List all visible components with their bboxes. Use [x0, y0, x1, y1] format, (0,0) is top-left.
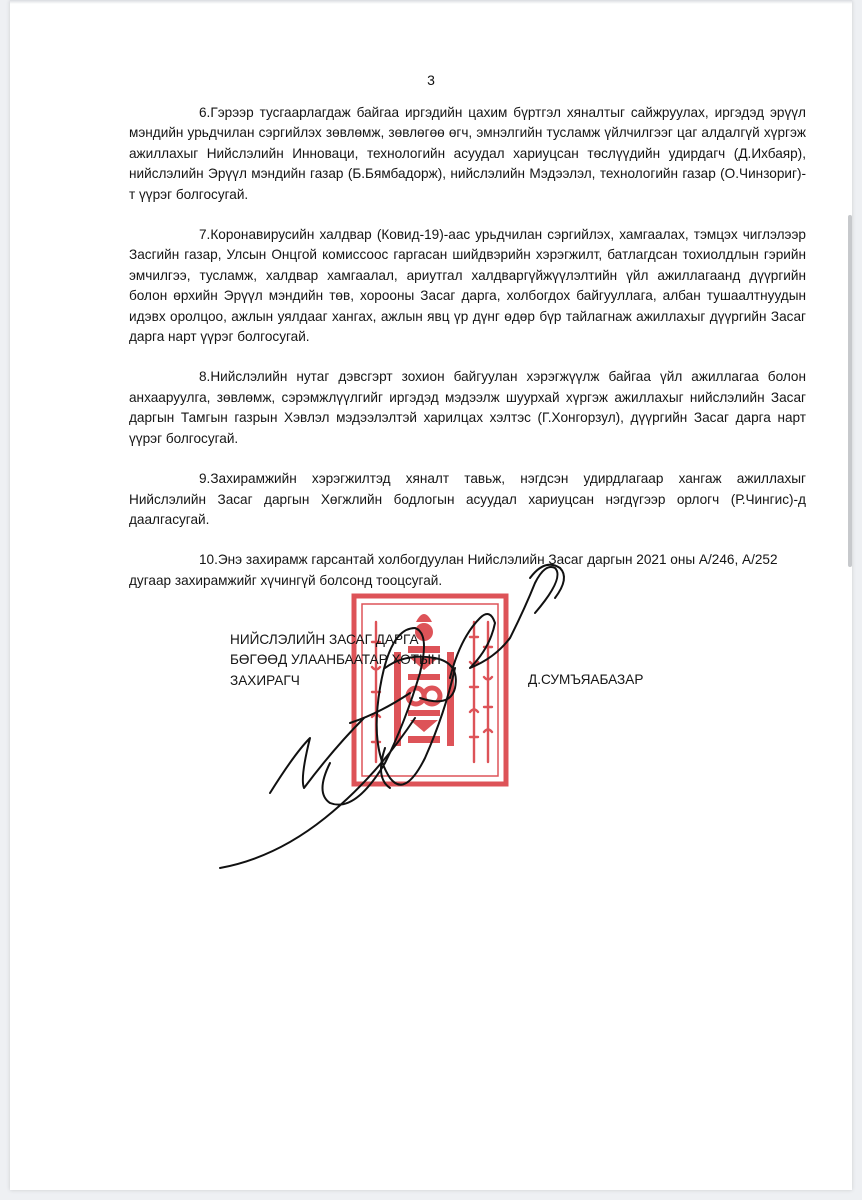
signatory-title-line-3: ЗАХИРАГЧ — [230, 672, 300, 688]
signatory-title-line-1: НИЙСЛЭЛИЙН ЗАСАГ ДАРГА — [230, 632, 419, 647]
page-number: 3 — [427, 72, 435, 88]
document-body — [129, 103, 806, 611]
scrollbar-thumb[interactable] — [848, 215, 852, 567]
paragraph-8: 8.Нийслэлийн нутаг дэвсгэрт зохион байгуулан хэрэгжүүлж байгаа үйл ажиллагаа болон анхааруулга, зөвлөмж, сэрэмжлүүлгийг иргэдэд мэдээлж шуурхай хүргэж ажиллахыг нийслэлийн Засаг даргын Тамгын газрын Хэвлэл мэдээлэлтэй харилцах хэлтэс (Г.Хонгорзул), дүүргийн Засаг дарга нарт үүрэг болгосугай. — [129, 369, 806, 446]
paragraph-7: 7.Коронавирусийн халдвар (Ковид-19)-аас урьдчилан сэргийлэх, хамгаалах, тэмцэх чиглэлээр Засгийн газар, Улсын Онцгой комиссоос гаргасан шийдвэрийн хэрэгжилт, батлагдсан тохиолдлын гэрийн эмчилгээ, тусламж, халдвар хамгаалал, ариутгал халдваргүйжүүлэлтийн үйл ажиллагаанд дүүргийн болон өрхийн Эрүүл мэндийн төв, хорооны Засаг дарга, холбогдох байгууллага, албан тушаалтнуудын идэвх оролцоо, ажлын уялдааг хангах, ажлын явц үр дүнг өдөр бүр тайлагнаж ажиллахыг дүүргийн Засаг дарга нарт үүрэг болгосугай. — [129, 227, 806, 345]
handwritten-signature — [200, 548, 600, 878]
document-page — [10, 0, 852, 1190]
page-top-edge — [10, 0, 852, 4]
signatory-title-line-2: БӨГӨӨД УЛААНБААТАР ХОТЫН — [230, 652, 441, 668]
signatory-name: Д.СУМЪЯАБАЗАР — [528, 672, 644, 687]
paragraph-10: 10.Энэ захирамж гарсантай холбогдуулан Нийслэлийн Засаг даргын 2021 оны А/246, А/252 дугаар захирамжийг хүчингүй болсонд тооцсугай. — [129, 552, 778, 588]
paragraph-6: 6.Гэрээр тусгаарлагдаж байгаа иргэдийн цахим бүртгэл хяналтыг сайжруулах, иргэдэд эрүүл мэндийн урьдчилан сэргийлэх зөвлөмж, зөвлөгөө өгч, эмнэлгийн тусламж үйлчилгээг цаг алдалгүй хүргэж ажиллахыг Нийслэлийн Инноваци, технологийн асуудал хариуцсан төслүүдийн удирдагч (Д.Ихбаяр), нийслэлийн Эрүүл мэндийн газар (Б.Бямбадорж), нийслэлийн Мэдээлэл, технологийн газар (О.Чинзориг)-т үүрэг болгосугай. — [129, 105, 806, 202]
paragraph-9: 9.Захирамжийн хэрэгжилтэд хяналт тавьж, нэгдсэн удирдлагаар хангаж ажиллахыг Нийслэлийн Засаг даргын Хөгжлийн бодлогын асуудал хариуцсан нэгдүгээр орлогч (Р.Чингис)-д даалгасугай. — [129, 471, 806, 527]
